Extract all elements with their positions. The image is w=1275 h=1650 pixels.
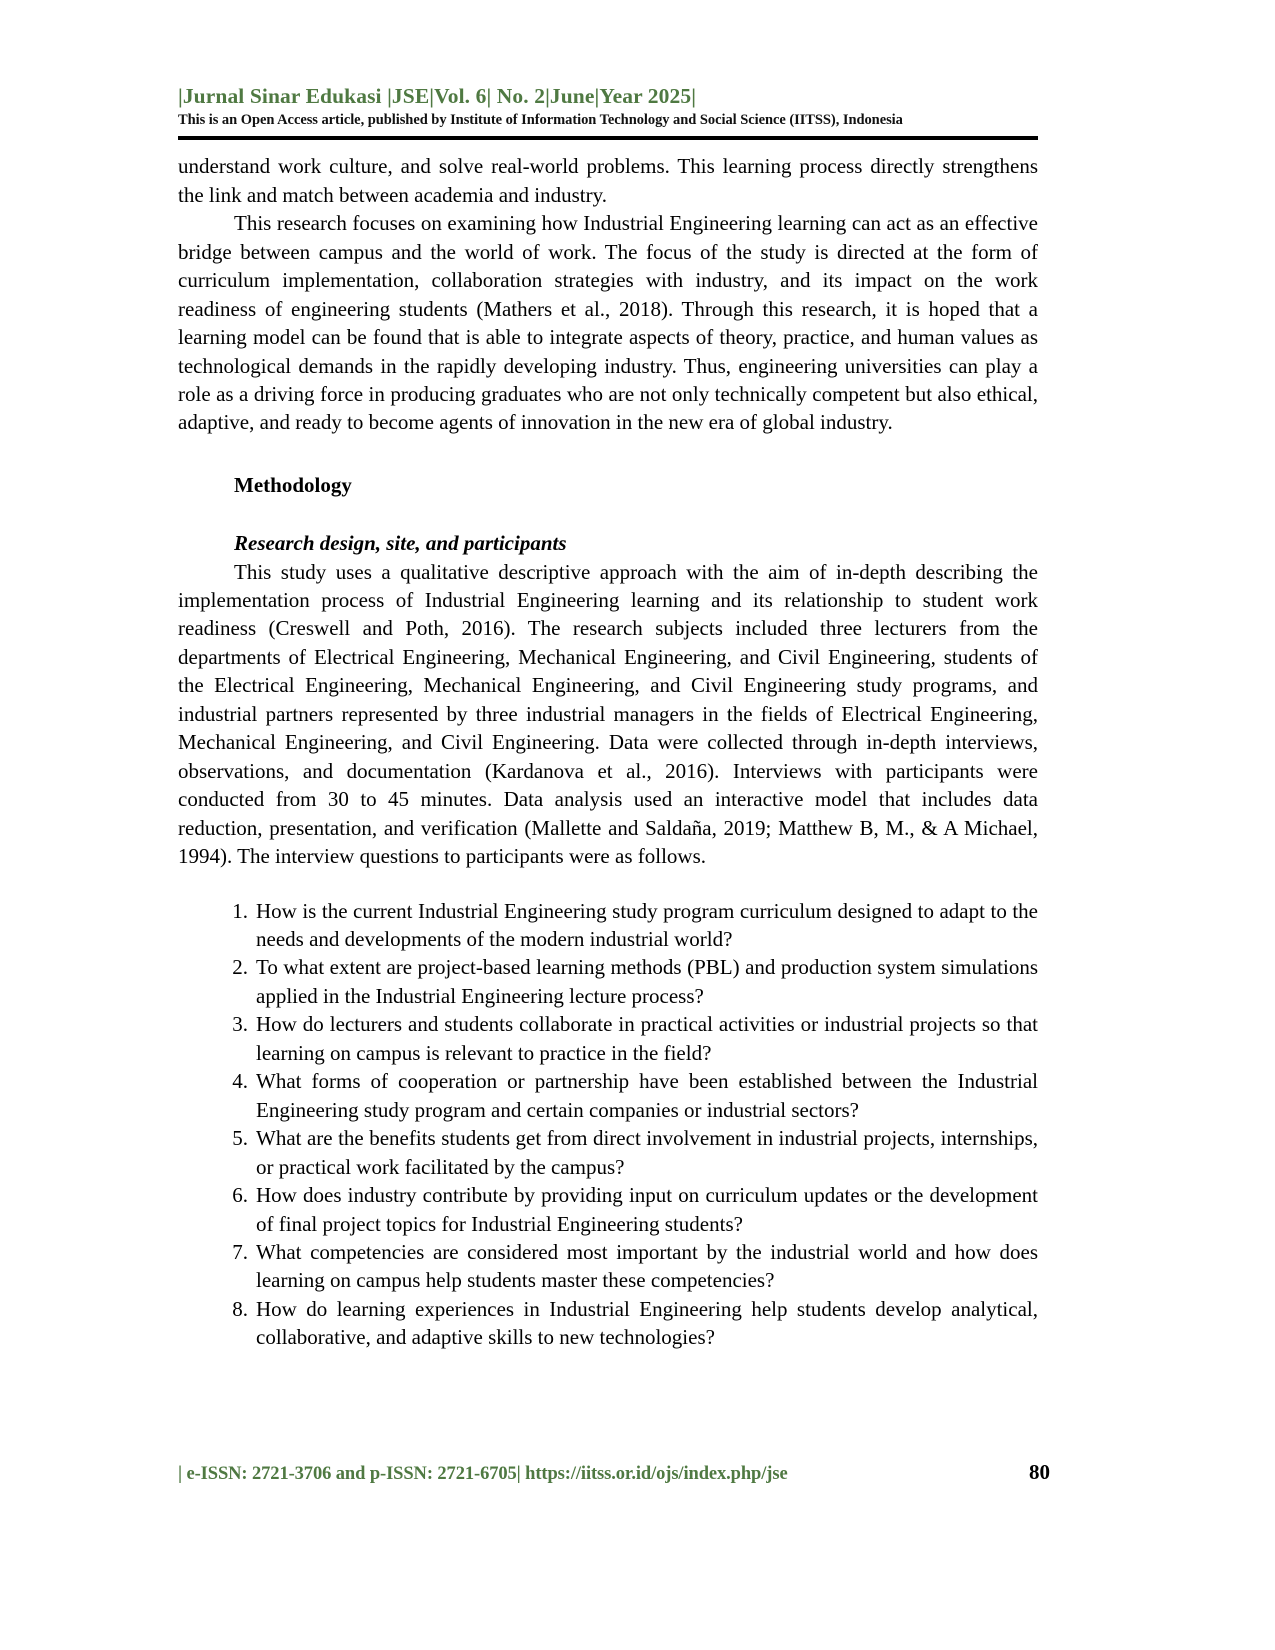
list-item-text: What competencies are considered most important by the industrial world and how does learning on campus help students master these competencies? — [256, 1240, 1038, 1293]
list-item-number: 8. — [232, 1296, 248, 1321]
interview-questions-list — [178, 897, 1038, 1352]
heading-methodology: Methodology — [234, 472, 352, 497]
list-item-text: How do learning experiences in Industrial Engineering help students develop analytical, collaborative, and adaptive skills to new technologies? — [256, 1296, 1038, 1350]
list-item-text: How does industry contribute by providing input on curriculum updates or the development of final project topics for Industrial Engineering students? — [256, 1183, 1038, 1236]
list-item — [178, 953, 1038, 1010]
list-item-text: To what extent are project-based learning methods (PBL) and production system simulations applied in the Industrial Engineering lecture process? — [256, 955, 1038, 1008]
paragraph-continued: understand work culture, and solve real-world problems. This learning process directly strengthens the link and match between academia and industry. — [178, 154, 1038, 207]
list-item-text: How do lecturers and students collaborate in practical activities or industrial projects so that learning on campus is relevant to practice in the field? — [256, 1012, 1038, 1065]
running-head — [178, 84, 1038, 140]
list-item-number: 3. — [232, 1012, 248, 1037]
list-item-number: 5. — [232, 1126, 248, 1151]
list-item — [178, 897, 1038, 954]
page-number: 80 — [1029, 1460, 1050, 1484]
list-item-number: 2. — [232, 955, 248, 980]
paragraph-research-focus: This research focuses on examining how Industrial Engineering learning can act as an effective bridge between campus and the world of work. The focus of the study is directed at the form of curriculum implementation, collaboration strategies with industry, and its impact on the work readiness of engineering students (Mathers et al., 2018). Through this research, it is hoped that a learning model can be found that is able to integrate aspects of theory, practice, and human values as technological demands in the rapidly developing industry. Thus, engineering universities can play a role as a driving force in producing graduates who are not only technically competent but also ethical, adaptive, and ready to become agents of innovation in the new era of global industry. — [178, 211, 1038, 435]
list-item — [178, 1010, 1038, 1067]
list-item-number: 4. — [232, 1069, 248, 1094]
list-item-number: 6. — [232, 1183, 248, 1208]
list-item — [178, 1124, 1038, 1181]
list-item — [178, 1295, 1038, 1352]
journal-title: |Jurnal Sinar Edukasi |JSE|Vol. 6| No. 2|June|Year 2025| — [178, 84, 697, 108]
footer-issn-and-url[interactable]: | e-ISSN: 2721-3706 and p-ISSN: 2721-6705| https://iitss.or.id/ojs/index.php/jse — [178, 1464, 788, 1484]
body-column — [178, 152, 1038, 1351]
open-access-statement: This is an Open Access article, published by Institute of Information Technology and Social Science (IITSS), Indonesia — [178, 112, 903, 129]
list-item-number: 1. — [232, 898, 248, 923]
list-item-number: 7. — [232, 1240, 248, 1264]
page-footer — [178, 1460, 1058, 1485]
header-divider-rule — [178, 136, 1038, 140]
list-item-text: How is the current Industrial Engineering study program curriculum designed to adapt to the needs and developments of the modern industrial world? — [256, 898, 1038, 952]
heading-research-design: Research design, site, and participants — [234, 531, 567, 556]
list-item-text: What forms of cooperation or partnership have been established between the Industrial Engineering study program and certain companies or industrial sectors? — [256, 1069, 1038, 1122]
paragraph-study-description: This study uses a qualitative descriptive approach with the aim of in-depth describing the implementation process of Industrial Engineering learning and its relationship to student work readiness (Creswell and Poth, 2016). The research subjects included three lecturers from the departments of Electrical Engineering, Mechanical Engineering, and Civil Engineering, students of the Electrical Engineering, Mechanical Engineering, and Civil Engineering study programs, and industrial partners represented by three industrial managers in the fields of Electrical Engineering, Mechanical Engineering, and Civil Engineering. Data were collected through in-depth interviews, observations, and documentation (Kardanova et al., 2016). Interviews with participants were conducted from 30 to 45 minutes. Data analysis used an interactive model that includes data reduction, presentation, and verification (Mallette and Saldaña, 2019; Matthew B, M., & A Michael, 1994). The interview questions to participants were as follows. — [178, 559, 1038, 869]
list-item — [178, 1067, 1038, 1124]
list-item — [178, 1181, 1038, 1238]
list-item — [178, 1238, 1038, 1295]
list-item-text: What are the benefits students get from direct involvement in industrial projects, internships, or practical work facilitated by the campus? — [256, 1126, 1038, 1179]
page-content — [178, 84, 1038, 1352]
